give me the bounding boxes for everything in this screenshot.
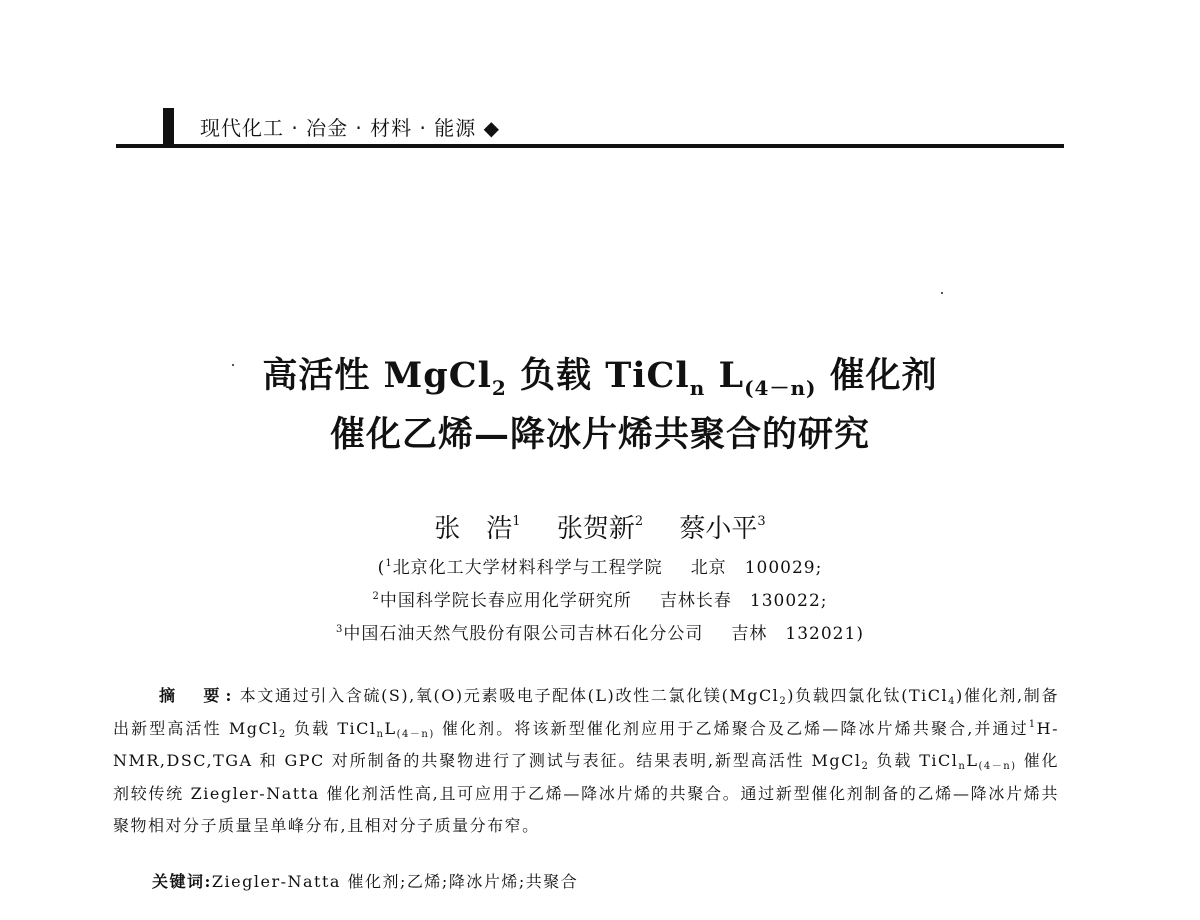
title-text: 负载 TiCl	[506, 355, 690, 396]
affiliation-place: 吉林长春	[659, 591, 732, 611]
title-subscript: (4－n)	[744, 376, 817, 400]
keywords	[152, 869, 578, 892]
abstract-text: L	[966, 751, 979, 770]
title-text: 高活性 MgCl	[262, 355, 492, 396]
abstract-subscript: 2	[779, 696, 788, 707]
title-text: L	[705, 355, 745, 396]
scan-speck	[941, 292, 943, 294]
author	[434, 514, 520, 544]
abstract-text: 催化剂。将该新型催化剂应用于乙烯聚合及乙烯—降冰片烯共聚合,并通过	[434, 718, 1029, 738]
abstract-subscript: 2	[861, 761, 870, 772]
header-rule	[116, 144, 1064, 148]
abstract-subscript: 2	[278, 728, 287, 740]
keywords-text: Ziegler-Natta 催化剂;乙烯;降冰片烯;共聚合	[211, 872, 579, 891]
header-marker-bar	[163, 108, 174, 144]
title-subscript: 2	[491, 376, 507, 400]
affiliation-open-paren: (	[377, 558, 386, 578]
abstract-text: )催化剂,制备出新型高活性 MgCl	[113, 686, 1059, 738]
affiliation-place: 吉林	[731, 624, 768, 644]
affiliation-postcode: 130022;	[749, 591, 828, 611]
abstract-subscript: n	[376, 728, 385, 740]
abstract-text: H-NMR,DSC,TGA 和 GPC 对所制备的共聚物进行了测试与表征。结果表明,新型高活性 MgCl	[113, 718, 1059, 770]
paper-title-line-1	[0, 348, 1200, 398]
abstract-text: 催化剂较传统 Ziegler-Natta 催化剂活性高,且可应用于乙烯—降冰片烯的共聚合。通过新型催化剂制备的乙烯—降冰片烯共聚物相对分子质量呈单峰分布,且相对分子质量分布窄。	[113, 751, 1059, 835]
title-text: 催化剂	[816, 355, 938, 396]
title-subscript: n	[689, 376, 706, 400]
affiliation-mark: 1	[385, 558, 393, 569]
author-list	[0, 508, 1200, 545]
affiliation-place: 北京	[690, 558, 727, 578]
paper-title-line-2: 催化乙烯—降冰片烯共聚合的研究	[329, 414, 870, 455]
abstract-text: L	[384, 718, 397, 738]
abstract-subscript: 4	[948, 696, 957, 707]
affiliation-postcode: 132021)	[785, 624, 864, 644]
affiliation-line	[0, 619, 1200, 644]
abstract-text: 负载 TiCl	[869, 751, 959, 770]
affiliation-mark: 1	[512, 514, 521, 529]
author	[557, 514, 643, 544]
author-name: 张贺新	[556, 514, 635, 544]
affiliation-name: 中国石油天然气股份有限公司吉林石化分公司	[343, 624, 704, 644]
abstract	[113, 680, 1059, 843]
affiliation-mark: 3	[757, 514, 766, 529]
affiliation-postcode: 100029;	[744, 558, 823, 578]
affiliation-name: 北京化工大学材料科学与工程学院	[392, 558, 663, 578]
affiliation-line	[0, 553, 1200, 578]
keywords-label: 关键词:	[152, 872, 212, 891]
abstract-label: 摘 要:	[159, 686, 238, 705]
affiliation-name: 中国科学院长春应用化学研究所	[379, 591, 632, 611]
affiliation-line	[0, 586, 1200, 611]
author	[679, 514, 765, 544]
abstract-text: 本文通过引入含硫(S),氧(O)元素吸电子配体(L)改性二氯化镁(MgCl	[239, 686, 780, 705]
abstract-text: )负载四氯化钛(TiCl	[787, 686, 949, 705]
abstract-subscript: (4－n)	[396, 728, 435, 740]
affiliation-mark: 2	[372, 591, 380, 602]
author-name: 张 浩	[434, 514, 513, 544]
abstract-subscript: (4－n)	[978, 761, 1017, 772]
abstract-subscript: n	[958, 761, 967, 772]
author-name: 蔡小平	[679, 514, 758, 544]
journal-section-header: 现代化工 · 冶金 · 材料 · 能源 ◆	[200, 116, 500, 140]
affiliation-mark: 2	[634, 514, 644, 529]
affiliation-mark: 3	[336, 624, 344, 635]
abstract-text: 负载 TiCl	[286, 718, 377, 738]
abstract-superscript: 1	[1028, 718, 1037, 730]
